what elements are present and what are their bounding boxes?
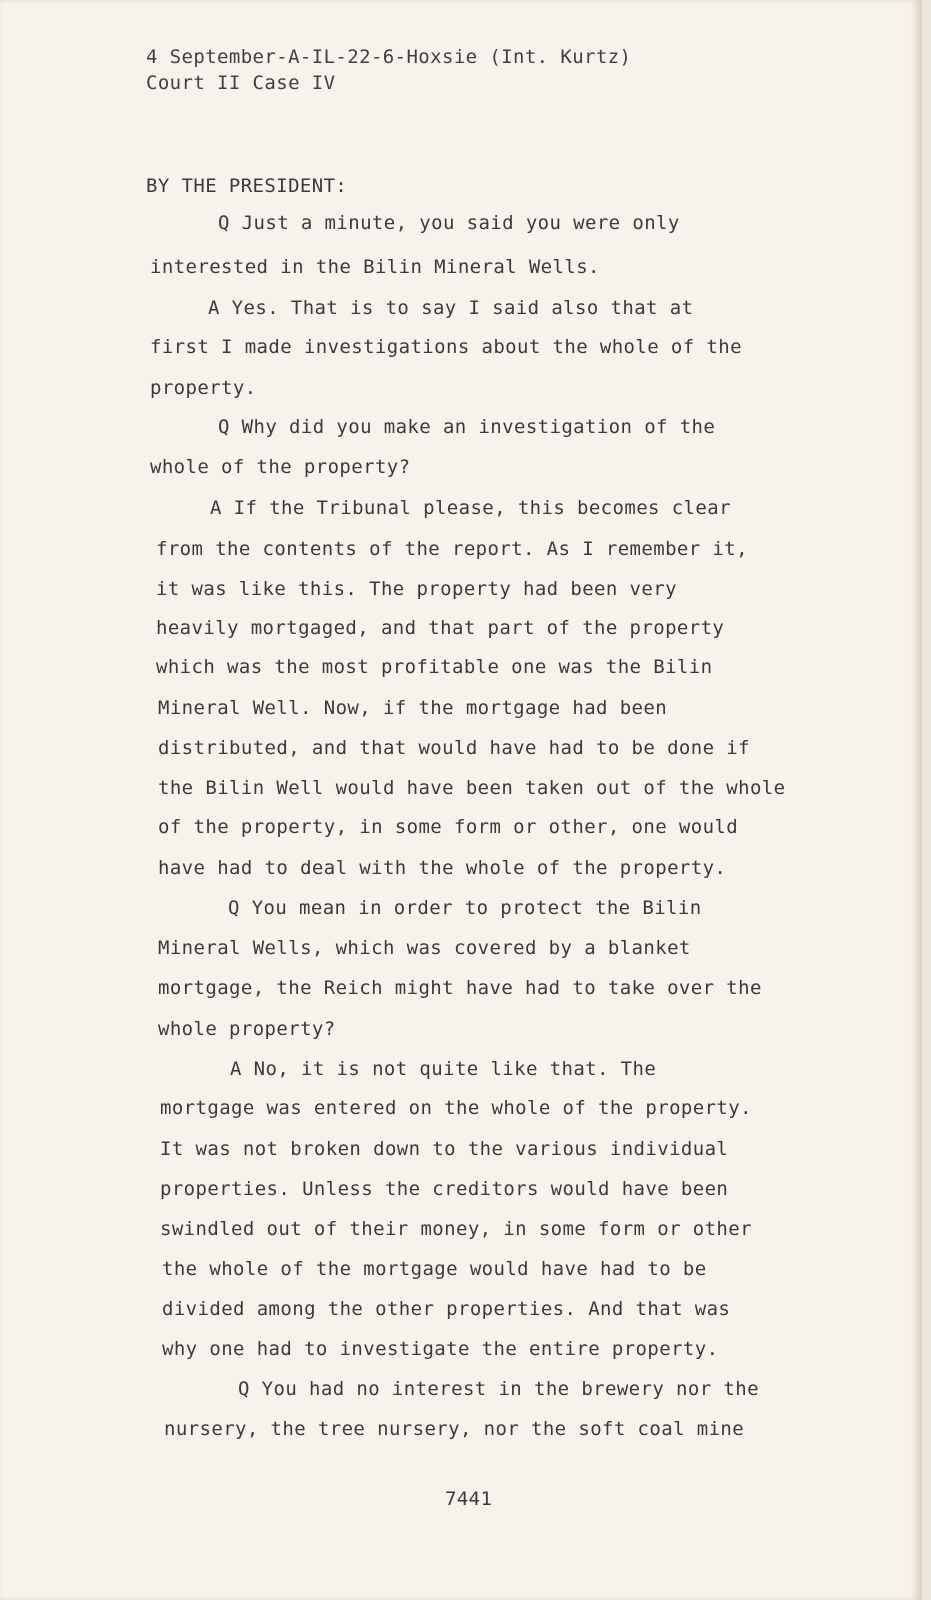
text-line: divided among the other properties. And that was xyxy=(162,1298,731,1320)
text-line: mortgage was entered on the whole of the property. xyxy=(160,1097,752,1119)
text-line: A Yes. That is to say I said also that at xyxy=(208,297,694,319)
text-line: Mineral Wells, which was covered by a blanket xyxy=(158,937,691,959)
text-line: Q Why did you make an investigation of the xyxy=(218,416,716,438)
text-line: the Bilin Well would have been taken out of the whole xyxy=(158,777,786,799)
text-line: property. xyxy=(150,377,257,399)
text-line: It was not broken down to the various individual xyxy=(160,1138,729,1160)
text-line: Q Just a minute, you said you were only xyxy=(218,212,680,234)
text-line: A No, it is not quite like that. The xyxy=(230,1058,657,1080)
text-line: A If the Tribunal please, this becomes clear xyxy=(210,497,731,519)
text-line: Q You had no interest in the brewery nor the xyxy=(238,1378,759,1400)
text-line: why one had to investigate the entire property. xyxy=(162,1338,719,1360)
text-line: have had to deal with the whole of the property. xyxy=(158,857,727,879)
text-line: mortgage, the Reich might have had to take over the xyxy=(158,977,762,999)
text-line: Q You mean in order to protect the Bilin xyxy=(228,897,702,919)
speaker-heading: BY THE PRESIDENT: xyxy=(146,175,348,197)
text-line: the whole of the mortgage would have had to be xyxy=(162,1258,707,1280)
page-number: 7441 xyxy=(445,1488,493,1510)
text-line: it was like this. The property had been very xyxy=(156,578,677,600)
text-line: nursery, the tree nursery, nor the soft coal mine xyxy=(164,1418,745,1440)
text-line: swindled out of their money, in some form or other xyxy=(160,1218,752,1240)
text-line: interested in the Bilin Mineral Wells. xyxy=(150,256,600,278)
text-line: of the property, in some form or other, one would xyxy=(158,816,739,838)
text-line: whole property? xyxy=(158,1018,336,1040)
header-line-1: 4 September-A-IL-22-6-Hoxsie (Int. Kurtz) xyxy=(146,46,632,68)
text-line: distributed, and that would have had to be done if xyxy=(158,737,750,759)
text-line: heavily mortgaged, and that part of the property xyxy=(156,617,725,639)
text-line: whole of the property? xyxy=(150,456,411,478)
text-line: first I made investigations about the whole of the xyxy=(150,336,742,358)
text-line: which was the most profitable one was the Bilin xyxy=(156,656,713,678)
text-line: properties. Unless the creditors would have been xyxy=(160,1178,729,1200)
text-line: Mineral Well. Now, if the mortgage had been xyxy=(158,697,668,719)
text-line: from the contents of the report. As I remember it, xyxy=(156,538,748,560)
header-line-2: Court II Case IV xyxy=(146,72,336,94)
